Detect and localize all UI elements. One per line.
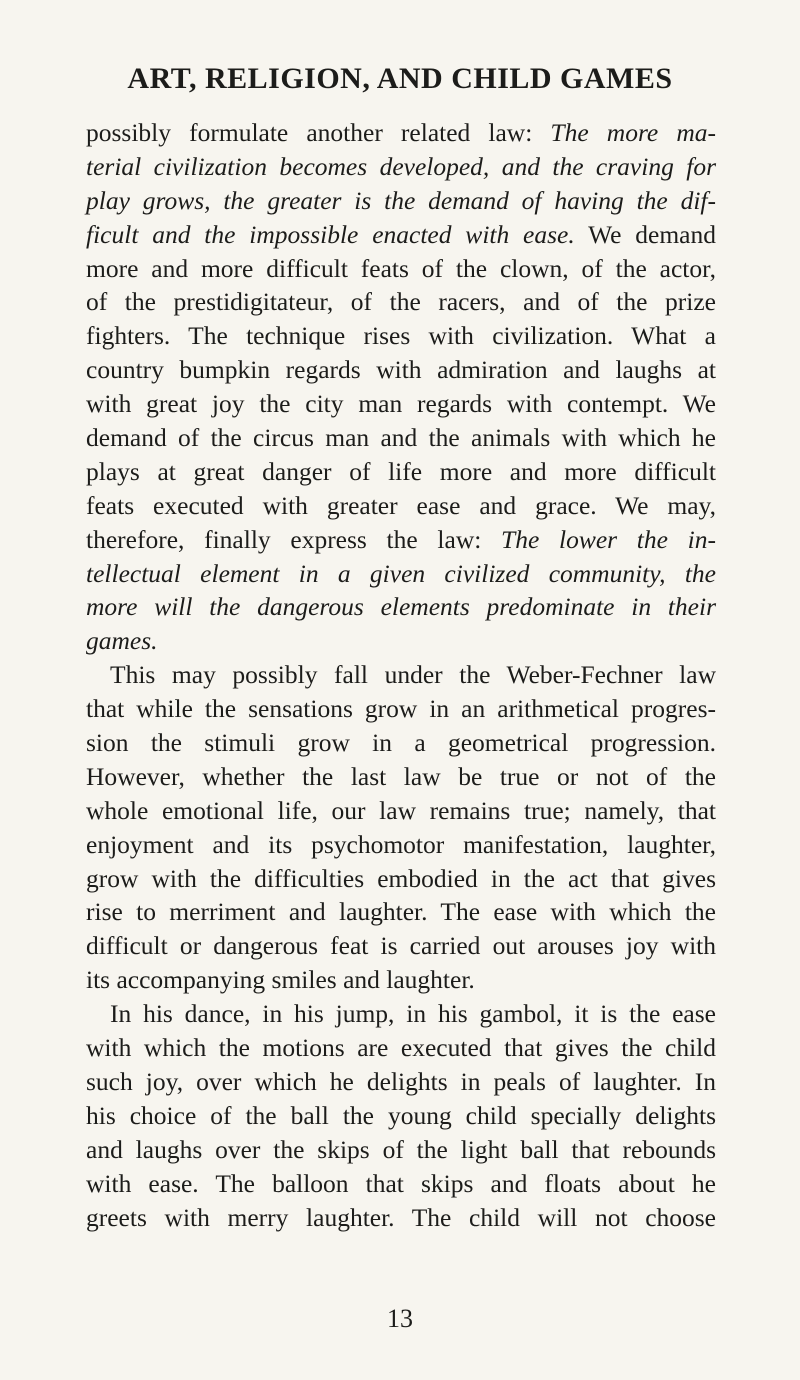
text-line (86, 1065, 716, 1099)
text-line (86, 794, 716, 828)
text-line (86, 150, 716, 184)
text-run: his choice of the ball the young child specially delights (86, 1100, 716, 1130)
text-run: with great joy the city man regards with contempt. We (86, 389, 716, 419)
text-line (86, 455, 716, 489)
text-run: more and more difficult feats of the clown, of the actor, (86, 253, 716, 283)
italic-text-run: ficult and the impossible enacted with ease. (86, 219, 575, 249)
text-run: enjoyment and its psychomotor manifestation, laughter, (86, 829, 716, 859)
text-line (86, 1031, 716, 1065)
text-line (86, 285, 716, 319)
text-line (86, 624, 716, 658)
italic-text-run: The lower the in- (501, 524, 716, 554)
text-run: greets with merry laughter. The child will not choose (86, 1202, 716, 1232)
text-run: difficult or dangerous feat is carried out arouses joy with (86, 931, 716, 961)
text-run: This may possibly fall under the Weber-Fechner law (110, 660, 716, 690)
italic-text-run: terial civilization becomes developed, and the craving for (86, 151, 716, 181)
text-line (86, 387, 716, 421)
text-line (86, 116, 716, 150)
text-run: However, whether the last law be true or not of the (86, 761, 716, 791)
text-run: whole emotional life, our law remains true; namely, that (86, 795, 716, 825)
text-line (86, 658, 716, 692)
text-line (86, 862, 716, 896)
text-run: of the prestidigitateur, of the racers, and of the prize (86, 287, 716, 317)
text-line (86, 726, 716, 760)
text-line (86, 997, 716, 1031)
text-line (86, 760, 716, 794)
text-line (86, 1167, 716, 1201)
italic-text-run: play grows, the greater is the demand of having the dif- (86, 185, 716, 215)
text-run: fighters. The technique rises with civilization. What a (86, 321, 716, 351)
text-line (86, 1201, 716, 1235)
text-line (86, 252, 716, 286)
text-line (86, 218, 716, 252)
text-line (86, 1133, 716, 1167)
text-run: its accompanying smiles and laughter. (86, 965, 475, 995)
text-run: plays at great danger of life more and more difficult (86, 456, 716, 486)
text-run: demand of the circus man and the animals with which he (86, 423, 716, 453)
text-line (86, 1099, 716, 1133)
text-line (86, 929, 716, 963)
text-run: that while the sensations grow in an arithmetical progres- (86, 694, 716, 724)
italic-text-run: The more ma- (550, 118, 717, 147)
text-run: We demand (574, 219, 717, 249)
text-line (86, 557, 716, 591)
text-line (86, 319, 716, 353)
text-run: rise to merriment and laughter. The ease with which the (86, 897, 716, 927)
text-run: country bumpkin regards with admiration and laughs at (86, 355, 716, 385)
text-run: sion the stimuli grow in a geometrical progression. (86, 728, 716, 758)
italic-text-run: games. (86, 626, 158, 656)
text-run: feats executed with greater ease and grace. We may, (86, 490, 716, 520)
text-run: grow with the difficulties embodied in the act that gives (86, 863, 716, 893)
text-line (86, 963, 716, 997)
italic-text-run: more will the dangerous elements predominate in their (86, 592, 716, 622)
text-run: therefore, finally express the law: (86, 524, 502, 554)
text-line (86, 828, 716, 862)
text-line (86, 421, 716, 455)
text-line (86, 184, 716, 218)
text-line (86, 489, 716, 523)
italic-text-run: tellectual element in a given civilized community, the (86, 558, 716, 588)
text-run: with which the motions are executed that gives the child (86, 1033, 716, 1063)
text-run: In his dance, in his jump, in his gambol, it is the ease (110, 999, 716, 1029)
text-line (86, 523, 716, 557)
text-line (86, 590, 716, 624)
text-run: possibly formulate another related law: (86, 118, 551, 147)
text-line (86, 895, 716, 929)
text-run: with ease. The balloon that skips and floats about he (86, 1168, 716, 1198)
running-head: ART, RELIGION, AND CHILD GAMES (127, 62, 673, 95)
text-run: and laughs over the skips of the light ball that rebounds (86, 1134, 716, 1164)
text-line (86, 353, 716, 387)
page-number: 13 (387, 1304, 413, 1333)
body-text (86, 116, 716, 1234)
text-run: such joy, over which he delights in peals of laughter. In (86, 1066, 716, 1096)
text-line (86, 692, 716, 726)
